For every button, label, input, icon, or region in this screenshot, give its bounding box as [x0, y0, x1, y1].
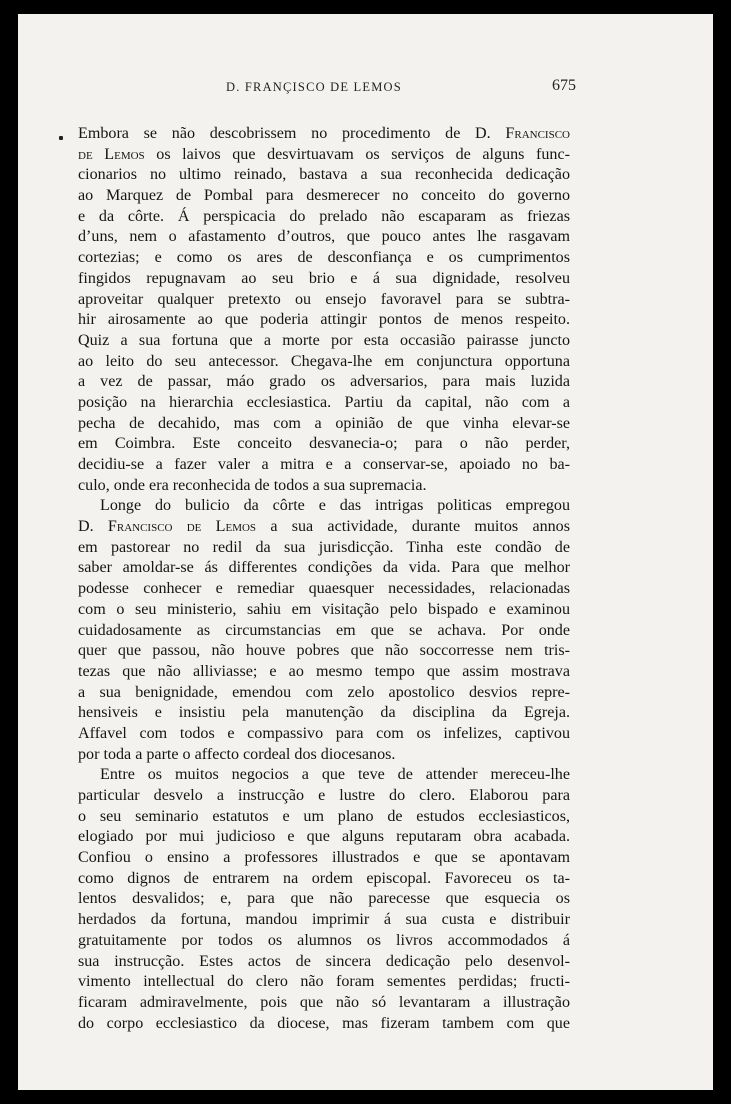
running-title: D. FRANÇISCO DE LEMOS [226, 80, 402, 94]
text-line: ficaram admiravelmente, pois que não só levantaram a illustração [78, 993, 570, 1011]
text-line: cortezias; e como os ares de desconfiança e os cumprimentos [78, 249, 570, 267]
text-line: elogiado por mui judicioso e que alguns reputaram obra acabada. [78, 828, 570, 846]
text-line: Affavel com todos e compassivo para com os infelizes, captivou [78, 724, 570, 742]
text-line: hir airosamente ao que poderia attingir pontos de menos respeito. [78, 311, 570, 329]
line-text-segment: D. [78, 518, 108, 536]
text-line: culo, onde era reconhecida de todos a sua supremacia. [78, 476, 427, 494]
text-line [78, 145, 570, 166]
text-line [78, 517, 570, 538]
text-line: como dignos de entrarem na ordem episcopal. Favoreceu os ta- [78, 869, 570, 887]
text-line: tezas que não alliviasse; e ao mesmo tempo que assim mostrava [78, 662, 570, 680]
text-line: Quiz a sua fortuna que a morte por esta occasião pairasse juncto [78, 331, 570, 349]
page-number: 675 [552, 77, 576, 94]
text-line: Confiou o ensino a professores illustrados e que se apontavam [78, 849, 570, 867]
text-line: d’uns, nem o afastamento d’outros, que pouco antes lhe rasgavam [78, 228, 570, 246]
text-line: ao leito do seu antecessor. Chegava-lhe em conjunctura opportuna [78, 352, 570, 370]
text-line: o seu seminario estatutos e um plano de estudos ecclesiasticos, [78, 807, 570, 825]
text-line: a vez de passar, máo grado os adversarios, para mais luzida [78, 373, 570, 391]
text-line: cionarios no ultimo reinado, bastava a sua reconhecida dedicação [78, 166, 570, 184]
text-line: lentos desvalidos; e, para que não parecesse que esquecia os [78, 890, 570, 908]
name-small-caps: Francisco [505, 125, 570, 142]
margin-mark [59, 136, 63, 140]
text-line: do corpo ecclesiastico da diocese, mas fizeram tambem com que [78, 1014, 570, 1032]
text-line: decidiu-se a fazer valer a mitra e a conservar-se, apoiado no ba- [78, 456, 570, 473]
text-line: Entre os muitos negocios a que teve de attender mereceu-lhe [100, 766, 570, 784]
text-line: herdados da fortuna, mandou imprimir á sua custa e distribuir [78, 911, 570, 929]
text-line: por toda a parte o affecto cordeal dos diocesanos. [78, 745, 396, 763]
text-line: particular desvelo a instrucção e lustre do clero. Elaborou para [78, 787, 570, 804]
text-line: ao Marquez de Pombal para desmerecer no conceito do governo [78, 187, 570, 205]
text-line: hensiveis e insistiu pela manutenção da disciplina da Egreja. [78, 704, 570, 722]
text-line: com o seu ministerio, sahiu em visitação pelo bispado e examinou [78, 600, 570, 618]
text-line: quer que passou, não houve pobres que não soccorresse nem tris- [78, 642, 570, 660]
text-line: a sua benignidade, emendou com zelo apostolico desvios repre- [78, 683, 570, 701]
text-line: e da côrte. Á perspicacia do prelado não escaparam as friezas [78, 207, 570, 225]
body-text [78, 124, 570, 1034]
name-small-caps: de Lemos [78, 145, 145, 163]
text-line: posição na hierarchia ecclesiastica. Partiu da capital, não com a [78, 393, 570, 411]
text-line: aproveitar qualquer pretexto ou ensejo favoravel para se subtra- [78, 290, 570, 308]
text-line: fingidos repugnavam ao seu brio e á sua dignidade, resolveu [78, 269, 570, 287]
line-text-segment: os laivos que desvirtuavam os serviços de alguns func- [144, 145, 570, 163]
page-header [96, 77, 576, 102]
line-text-segment: a sua actividade, durante muitos annos [256, 518, 570, 536]
text-line: Longe do bulicio da côrte e das intrigas politicas empregou [100, 497, 570, 515]
text-line: vimento intellectual do clero não foram sementes perdidas; fructi- [78, 973, 570, 991]
text-line: pecha de decahido, mas com a opinião de que vinha elevar-se [78, 414, 570, 432]
text-line [78, 124, 570, 145]
name-small-caps: Francisco de Lemos [107, 518, 257, 536]
text-line: em Coimbra. Este conceito desvanecia-o; para o não perder, [78, 435, 570, 453]
text-line: gratuitamente por todos os alumnos os livros accommodados á [78, 931, 570, 949]
text-line: podesse conhecer e remediar quaesquer necessidades, relacionadas [78, 580, 570, 598]
text-line: saber amoldar-se ás differentes condições da vida. Para que melhor [78, 559, 570, 577]
text-line: em pastorear no redil da sua jurisdicção. Tinha este condão de [78, 538, 570, 556]
line-text-segment: Embora se não descobrissem no procedimento de D. [78, 125, 506, 142]
text-line: cuidadosamente as circumstancias em que se achava. Por onde [78, 621, 570, 639]
text-line: sua instrucção. Estes actos de sincera dedicação pelo desenvol- [78, 952, 570, 970]
